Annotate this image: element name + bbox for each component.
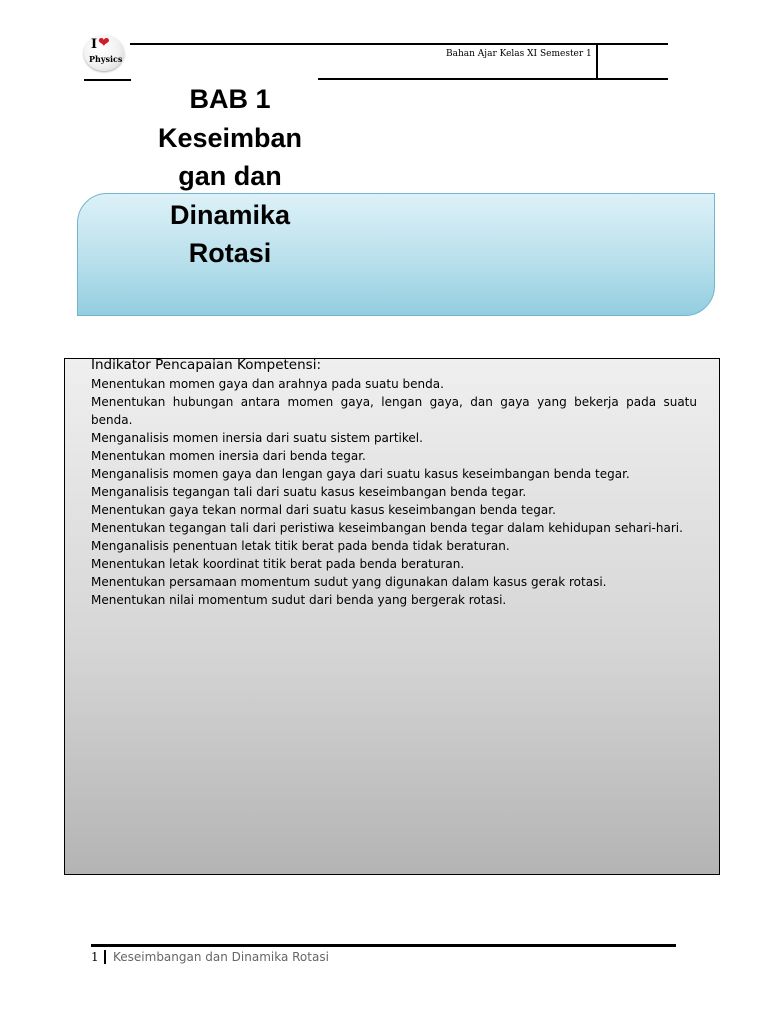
footer-separator	[104, 950, 106, 964]
indicator-item: Menentukan gaya tekan normal dari suatu kasus keseimbangan benda tegar.	[91, 503, 556, 517]
i-love-physics-logo	[84, 35, 124, 71]
footer-page-number: 1	[91, 950, 99, 964]
header-title: Bahan Ajar Kelas XI Semester 1	[446, 49, 592, 59]
indicator-item: Menganalisis penentuan letak titik berat pada benda tidak beraturan.	[91, 539, 510, 553]
header-top-rule	[130, 43, 668, 45]
header-divider	[596, 43, 598, 79]
footer-rule	[91, 944, 676, 947]
indicator-item: Menentukan momen gaya dan arahnya pada suatu benda.	[91, 377, 444, 391]
competency-indicator-box	[64, 358, 720, 875]
footer-title: Keseimbangan dan Dinamika Rotasi	[113, 950, 329, 964]
logo-physics-text: Physics	[89, 54, 123, 64]
indicator-item: Menentukan persamaan momentum sudut yang digunakan dalam kasus gerak rotasi.	[91, 575, 607, 589]
indicator-item: Menentukan letak koordinat titik berat pada benda beraturan.	[91, 557, 465, 571]
indicator-item: Menentukan hubungan antara momen gaya, lengan gaya, dan gaya yang bekerja pada suatu benda.	[91, 395, 697, 427]
indicator-item: Menentukan momen inersia dari benda tegar.	[91, 449, 366, 463]
indicator-item: Menganalisis momen gaya dan lengan gaya dari suatu kasus keseimbangan benda tegar.	[91, 467, 630, 481]
logo-letter-i: I	[91, 37, 98, 52]
heart-icon: ❤	[98, 35, 110, 51]
indicator-list	[91, 375, 697, 609]
header-left-rule	[84, 79, 131, 81]
indicator-heading: Indikator Pencapaian Kompetensi:	[91, 357, 321, 373]
indicator-item: Menganalisis momen inersia dari suatu sistem partikel.	[91, 431, 423, 445]
indicator-item: Menganalisis tegangan tali dari suatu kasus keseimbangan benda tegar.	[91, 485, 527, 499]
indicator-item: Menentukan tegangan tali dari peristiwa keseimbangan benda tegar dalam kehidupan sehari-hari.	[91, 521, 683, 535]
indicator-item: Menentukan nilai momentum sudut dari benda yang bergerak rotasi.	[91, 593, 507, 607]
chapter-title: BAB 1 Keseimban gan dan Dinamika Rotasi	[157, 84, 303, 268]
header-right-rule	[318, 78, 668, 80]
